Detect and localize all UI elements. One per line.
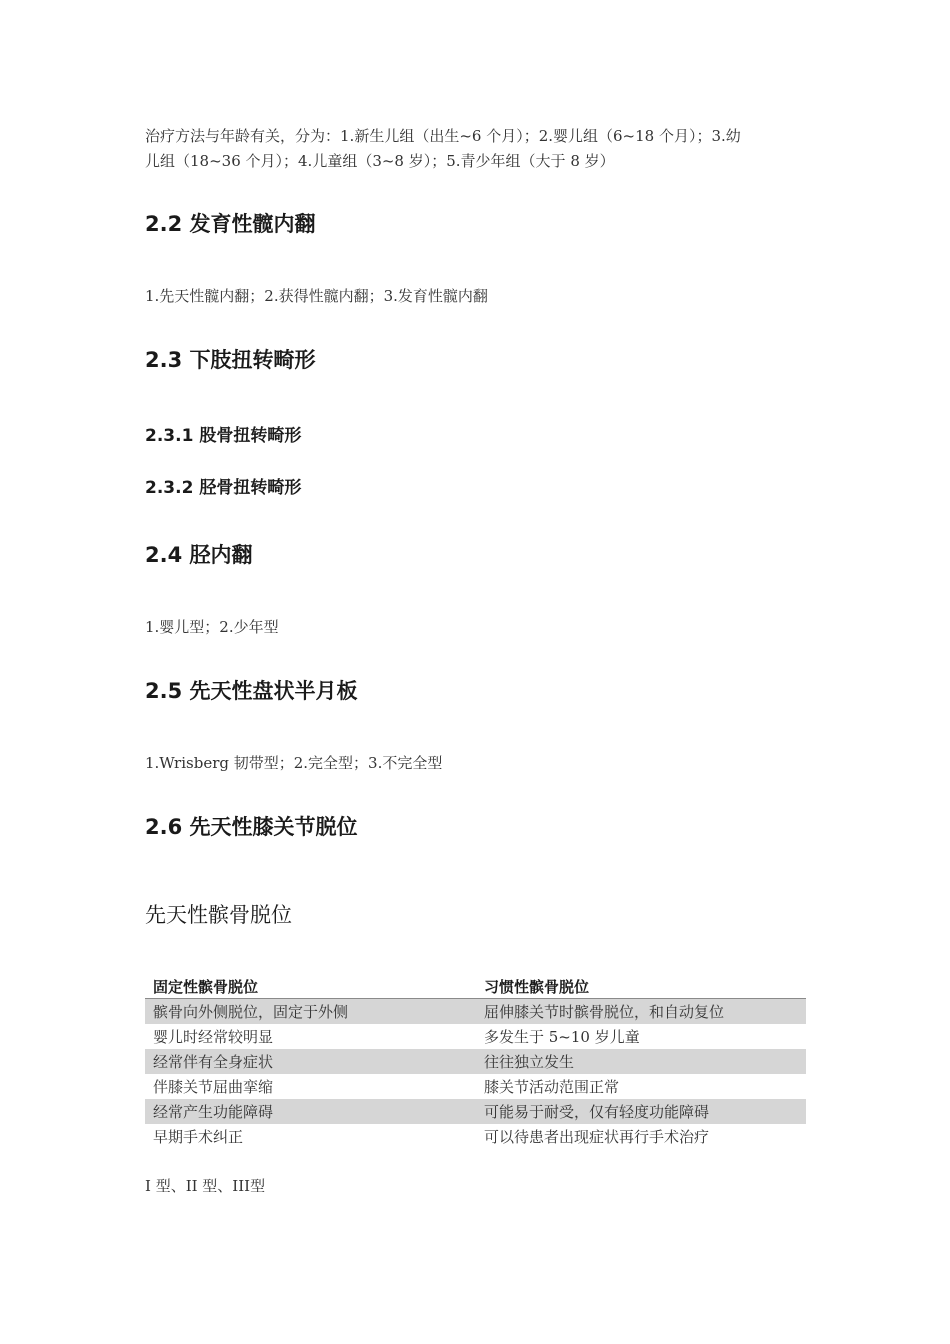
- table-cell: 髌骨向外侧脱位，固定于外侧: [145, 999, 476, 1025]
- heading-patella-dislocation: 先天性髌骨脱位: [145, 903, 292, 927]
- heading-2-2: 2.2 发育性髋内翻: [145, 212, 316, 236]
- table-cell: 膝关节活动范围正常: [484, 1078, 620, 1096]
- document-page: [145, 0, 807, 1344]
- table-cell: 早期手术纠正: [153, 1128, 244, 1146]
- section-2-4-body: 1.婴儿型；2.少年型: [145, 618, 279, 636]
- table-cell: 经常伴有全身症状: [145, 1049, 476, 1074]
- table-cell: 可能易于耐受，仅有轻度功能障碍: [476, 1099, 806, 1124]
- heading-2-4: 2.4 胫内翻: [145, 543, 253, 567]
- table-header-fixed: 固定性髌骨脱位: [145, 974, 476, 999]
- table-row: [145, 1074, 806, 1099]
- table-row: [145, 1024, 806, 1049]
- section-2-2-body: 1.先天性髋内翻；2.获得性髋内翻；3.发育性髋内翻: [145, 287, 488, 305]
- heading-2-6: 2.6 先天性膝关节脱位: [145, 815, 358, 839]
- table-cell: 婴儿时经常较明显: [153, 1028, 274, 1046]
- footer-note: I 型、II 型、III型: [145, 1177, 266, 1195]
- section-2-5-body: 1.Wrisberg 韧带型；2.完全型；3.不完全型: [145, 754, 443, 772]
- table-header-row: [145, 974, 806, 999]
- table-cell: 伴膝关节屈曲挛缩: [153, 1078, 274, 1096]
- table-cell: 可以待患者出现症状再行手术治疗: [484, 1128, 710, 1146]
- heading-2-5: 2.5 先天性盘状半月板: [145, 679, 358, 703]
- table-cell: 经常产生功能障碍: [145, 1099, 476, 1124]
- table-cell: 多发生于 5~10 岁儿童: [484, 1028, 640, 1046]
- table-row: [145, 1049, 806, 1074]
- table-row: [145, 1099, 806, 1124]
- heading-2-3: 2.3 下肢扭转畸形: [145, 348, 316, 372]
- intro-paragraph-line-2: 儿组（18~36 个月）；4.儿童组（3~8 岁）；5.青少年组（大于 8 岁）: [145, 152, 615, 170]
- table-cell: 屈伸膝关节时髌骨脱位，和自动复位: [476, 999, 806, 1025]
- table-row: [145, 1124, 806, 1149]
- intro-paragraph-line-1: 治疗方法与年龄有关，分为：1.新生儿组（出生~6 个月）；2.婴儿组（6~18 个月）；3.幼: [145, 127, 741, 145]
- heading-2-3-2: 2.3.2 胫骨扭转畸形: [145, 478, 302, 498]
- table-cell: 往往独立发生: [476, 1049, 806, 1074]
- table-row: [145, 999, 806, 1025]
- comparison-table: [145, 974, 806, 1149]
- heading-2-3-1: 2.3.1 股骨扭转畸形: [145, 426, 302, 446]
- table-header-habitual: 习惯性髌骨脱位: [476, 974, 806, 999]
